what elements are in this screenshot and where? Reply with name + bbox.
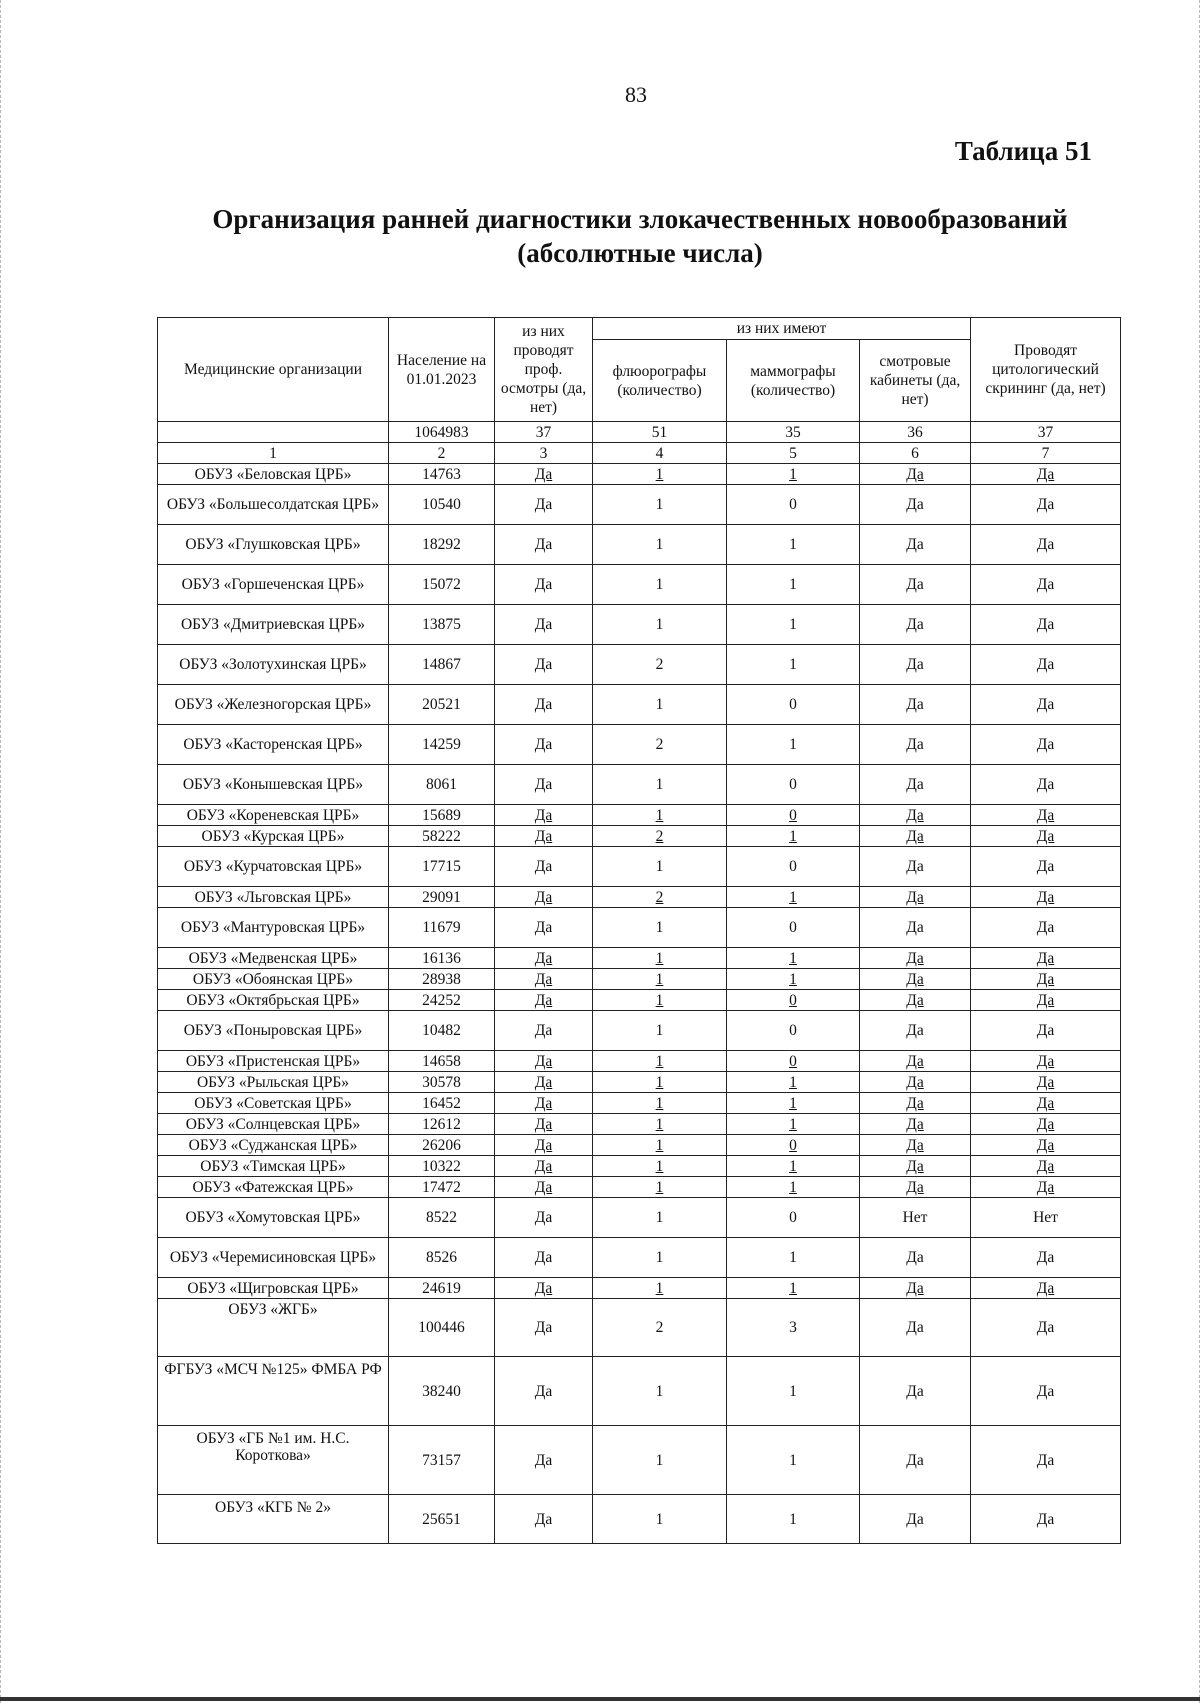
diagnostics-table [157, 317, 1121, 1544]
cytology-cell: Да [971, 765, 1121, 805]
population-cell: 25651 [389, 1495, 495, 1544]
mammograph-count-cell: 0 [727, 485, 860, 525]
mammograph-count-cell: 0 [727, 765, 860, 805]
population-cell: 8522 [389, 1198, 495, 1238]
exam-room-cell: Нет [860, 1198, 971, 1238]
mammograph-count-cell: 1 [727, 525, 860, 565]
mammograph-count-cell: 1 [727, 1357, 860, 1426]
mammograph-count-cell: 1 [727, 725, 860, 765]
org-cell: ОБУЗ «ГБ №1 им. Н.С. Короткова» [158, 1426, 389, 1495]
cytology-cell: Да [971, 464, 1121, 485]
table-row [158, 1177, 1121, 1198]
cytology-cell: Да [971, 1357, 1121, 1426]
population-cell: 17472 [389, 1177, 495, 1198]
column-number: 2 [389, 443, 495, 464]
org-cell: ОБУЗ «Черемисиновская ЦРБ» [158, 1238, 389, 1278]
fluorograph-count-cell: 2 [593, 887, 727, 908]
cytology-cell: Да [971, 1278, 1121, 1299]
scan-margin-right [1196, 0, 1200, 1703]
org-cell: ОБУЗ «Дмитриевская ЦРБ» [158, 605, 389, 645]
prof-exam-cell: Да [495, 1093, 593, 1114]
fluorograph-count-cell: 2 [593, 645, 727, 685]
mammograph-count-cell: 0 [727, 1011, 860, 1051]
mammograph-count-cell: 1 [727, 887, 860, 908]
table-row [158, 765, 1121, 805]
cytology-cell: Да [971, 565, 1121, 605]
cytology-cell: Да [971, 887, 1121, 908]
mammograph-count-cell: 1 [727, 1093, 860, 1114]
total-cell: 37 [971, 422, 1121, 443]
population-cell: 26206 [389, 1135, 495, 1156]
fluorograph-count-cell: 1 [593, 1156, 727, 1177]
prof-exam-cell: Да [495, 847, 593, 887]
org-cell: ОБУЗ «Рыльская ЦРБ» [158, 1072, 389, 1093]
org-cell: ОБУЗ «Мантуровская ЦРБ» [158, 908, 389, 948]
mammograph-count-cell: 1 [727, 565, 860, 605]
fluorograph-count-cell: 1 [593, 1357, 727, 1426]
fluorograph-count-cell: 1 [593, 948, 727, 969]
mammograph-count-cell: 1 [727, 605, 860, 645]
population-cell: 10322 [389, 1156, 495, 1177]
fluorograph-count-cell: 1 [593, 525, 727, 565]
table-row [158, 1426, 1121, 1495]
population-cell: 17715 [389, 847, 495, 887]
table-row [158, 1299, 1121, 1357]
org-cell: ОБУЗ «Золотухинская ЦРБ» [158, 645, 389, 685]
table-row [158, 645, 1121, 685]
prof-exam-cell: Да [495, 605, 593, 645]
fluorograph-count-cell: 1 [593, 1114, 727, 1135]
prof-exam-cell: Да [495, 565, 593, 605]
exam-room-cell: Да [860, 1357, 971, 1426]
exam-room-cell: Да [860, 1299, 971, 1357]
table-row [158, 565, 1121, 605]
population-cell: 14867 [389, 645, 495, 685]
org-cell: ОБУЗ «Льговская ЦРБ» [158, 887, 389, 908]
prof-exam-cell: Да [495, 1156, 593, 1177]
table-label: Таблица 51 [954, 136, 1092, 166]
cytology-cell: Да [971, 847, 1121, 887]
mammograph-count-cell: 0 [727, 1051, 860, 1072]
exam-room-cell: Да [860, 826, 971, 847]
cytology-cell: Да [971, 1426, 1121, 1495]
org-cell: ОБУЗ «Хомутовская ЦРБ» [158, 1198, 389, 1238]
org-cell: ОБУЗ «Касторенская ЦРБ» [158, 725, 389, 765]
population-cell: 11679 [389, 908, 495, 948]
mammograph-count-cell: 1 [727, 1426, 860, 1495]
total-cell [158, 422, 389, 443]
cytology-cell: Да [971, 645, 1121, 685]
prof-exam-cell: Да [495, 887, 593, 908]
population-cell: 15689 [389, 805, 495, 826]
header-group-equipment: из них имеют [593, 318, 971, 340]
mammograph-count-cell: 0 [727, 1198, 860, 1238]
fluorograph-count-cell: 1 [593, 605, 727, 645]
org-cell: ОБУЗ «Курская ЦРБ» [158, 826, 389, 847]
population-cell: 30578 [389, 1072, 495, 1093]
fluorograph-count-cell: 1 [593, 990, 727, 1011]
exam-room-cell: Да [860, 1278, 971, 1299]
totals-row [158, 422, 1121, 443]
exam-room-cell: Да [860, 1238, 971, 1278]
document-title [150, 202, 1130, 270]
prof-exam-cell: Да [495, 1051, 593, 1072]
table-row [158, 908, 1121, 948]
org-cell: ОБУЗ «Обоянская ЦРБ» [158, 969, 389, 990]
table-row [158, 1357, 1121, 1426]
cytology-cell: Да [971, 969, 1121, 990]
table-row [158, 1114, 1121, 1135]
fluorograph-count-cell: 1 [593, 1135, 727, 1156]
population-cell: 100446 [389, 1299, 495, 1357]
table-row [158, 969, 1121, 990]
org-cell: ОБУЗ «Советская ЦРБ» [158, 1093, 389, 1114]
population-cell: 28938 [389, 969, 495, 990]
prof-exam-cell: Да [495, 969, 593, 990]
prof-exam-cell: Да [495, 1278, 593, 1299]
mammograph-count-cell: 0 [727, 847, 860, 887]
org-cell: ОБУЗ «Беловская ЦРБ» [158, 464, 389, 485]
prof-exam-cell: Да [495, 765, 593, 805]
mammograph-count-cell: 1 [727, 1156, 860, 1177]
column-number: 6 [860, 443, 971, 464]
prof-exam-cell: Да [495, 645, 593, 685]
exam-room-cell: Да [860, 948, 971, 969]
exam-room-cell: Да [860, 565, 971, 605]
prof-exam-cell: Да [495, 1135, 593, 1156]
mammograph-count-cell: 3 [727, 1299, 860, 1357]
population-cell: 8061 [389, 765, 495, 805]
org-cell: ОБУЗ «Щигровская ЦРБ» [158, 1278, 389, 1299]
org-cell: ОБУЗ «Курчатовская ЦРБ» [158, 847, 389, 887]
org-cell: ОБУЗ «Горшеченская ЦРБ» [158, 565, 389, 605]
header-population: Население на 01.01.2023 [389, 318, 495, 422]
org-cell: ОБУЗ «Конышевская ЦРБ» [158, 765, 389, 805]
total-cell: 51 [593, 422, 727, 443]
mammograph-count-cell: 1 [727, 645, 860, 685]
table-row [158, 948, 1121, 969]
cytology-cell: Да [971, 805, 1121, 826]
header-row-1 [158, 318, 1121, 340]
prof-exam-cell: Да [495, 685, 593, 725]
cytology-cell: Да [971, 485, 1121, 525]
org-cell: ОБУЗ «Поныровская ЦРБ» [158, 1011, 389, 1051]
table-row [158, 847, 1121, 887]
org-cell: ОБУЗ «ЖГБ» [158, 1299, 389, 1357]
fluorograph-count-cell: 1 [593, 1177, 727, 1198]
org-cell: ОБУЗ «Железногорская ЦРБ» [158, 685, 389, 725]
prof-exam-cell: Да [495, 1114, 593, 1135]
population-cell: 8526 [389, 1238, 495, 1278]
total-cell: 37 [495, 422, 593, 443]
cytology-cell: Да [971, 826, 1121, 847]
table-row [158, 485, 1121, 525]
mammograph-count-cell: 1 [727, 1495, 860, 1544]
prof-exam-cell: Да [495, 1072, 593, 1093]
exam-room-cell: Да [860, 805, 971, 826]
column-numbers-row [158, 443, 1121, 464]
fluorograph-count-cell: 1 [593, 765, 727, 805]
table-row [158, 1156, 1121, 1177]
exam-room-cell: Да [860, 1114, 971, 1135]
cytology-cell: Да [971, 725, 1121, 765]
prof-exam-cell: Да [495, 1426, 593, 1495]
mammograph-count-cell: 1 [727, 1072, 860, 1093]
org-cell: ОБУЗ «Кореневская ЦРБ» [158, 805, 389, 826]
fluorograph-count-cell: 1 [593, 908, 727, 948]
scan-bottom-edge [0, 1697, 1200, 1701]
prof-exam-cell: Да [495, 805, 593, 826]
total-cell: 35 [727, 422, 860, 443]
population-cell: 16452 [389, 1093, 495, 1114]
prof-exam-cell: Да [495, 826, 593, 847]
prof-exam-cell: Да [495, 1495, 593, 1544]
org-cell: ФГБУЗ «МСЧ №125» ФМБА РФ [158, 1357, 389, 1426]
mammograph-count-cell: 1 [727, 969, 860, 990]
fluorograph-count-cell: 1 [593, 1495, 727, 1544]
exam-room-cell: Да [860, 1093, 971, 1114]
prof-exam-cell: Да [495, 1011, 593, 1051]
table-row [158, 805, 1121, 826]
fluorograph-count-cell: 1 [593, 969, 727, 990]
cytology-cell: Да [971, 1072, 1121, 1093]
population-cell: 13875 [389, 605, 495, 645]
population-cell: 29091 [389, 887, 495, 908]
column-number: 5 [727, 443, 860, 464]
cytology-cell: Да [971, 1135, 1121, 1156]
mammograph-count-cell: 1 [727, 1278, 860, 1299]
table-row [158, 605, 1121, 645]
cytology-cell: Да [971, 525, 1121, 565]
org-cell: ОБУЗ «Большесолдатская ЦРБ» [158, 485, 389, 525]
cytology-cell: Да [971, 1156, 1121, 1177]
fluorograph-count-cell: 1 [593, 1426, 727, 1495]
population-cell: 73157 [389, 1426, 495, 1495]
table-row [158, 685, 1121, 725]
column-number: 1 [158, 443, 389, 464]
cytology-cell: Да [971, 1011, 1121, 1051]
exam-room-cell: Да [860, 725, 971, 765]
prof-exam-cell: Да [495, 725, 593, 765]
fluorograph-count-cell: 2 [593, 826, 727, 847]
exam-room-cell: Да [860, 485, 971, 525]
mammograph-count-cell: 1 [727, 826, 860, 847]
cytology-cell: Да [971, 948, 1121, 969]
prof-exam-cell: Да [495, 990, 593, 1011]
exam-room-cell: Да [860, 645, 971, 685]
table-row [158, 1051, 1121, 1072]
title-line-2: (абсолютные числа) [517, 238, 763, 268]
table-row [158, 464, 1121, 485]
table-row [158, 725, 1121, 765]
exam-room-cell: Да [860, 990, 971, 1011]
cytology-cell: Да [971, 685, 1121, 725]
column-number: 3 [495, 443, 593, 464]
prof-exam-cell: Да [495, 525, 593, 565]
org-cell: ОБУЗ «Суджанская ЦРБ» [158, 1135, 389, 1156]
fluorograph-count-cell: 1 [593, 464, 727, 485]
exam-room-cell: Да [860, 605, 971, 645]
table-row [158, 1135, 1121, 1156]
mammograph-count-cell: 1 [727, 1114, 860, 1135]
header-org: Медицинские организации [158, 318, 389, 422]
prof-exam-cell: Да [495, 464, 593, 485]
fluorograph-count-cell: 1 [593, 565, 727, 605]
mammograph-count-cell: 0 [727, 805, 860, 826]
prof-exam-cell: Да [495, 1198, 593, 1238]
cytology-cell: Да [971, 1299, 1121, 1357]
population-cell: 24619 [389, 1278, 495, 1299]
prof-exam-cell: Да [495, 948, 593, 969]
table-row [158, 990, 1121, 1011]
fluorograph-count-cell: 1 [593, 1278, 727, 1299]
population-cell: 16136 [389, 948, 495, 969]
population-cell: 10540 [389, 485, 495, 525]
org-cell: ОБУЗ «Фатежская ЦРБ» [158, 1177, 389, 1198]
fluorograph-count-cell: 2 [593, 1299, 727, 1357]
table-row [158, 525, 1121, 565]
population-cell: 38240 [389, 1357, 495, 1426]
column-number: 7 [971, 443, 1121, 464]
fluorograph-count-cell: 1 [593, 485, 727, 525]
cytology-cell: Да [971, 1093, 1121, 1114]
prof-exam-cell: Да [495, 1357, 593, 1426]
fluorograph-count-cell: 1 [593, 1011, 727, 1051]
population-cell: 15072 [389, 565, 495, 605]
org-cell: ОБУЗ «Медвенская ЦРБ» [158, 948, 389, 969]
exam-room-cell: Да [860, 685, 971, 725]
exam-room-cell: Да [860, 969, 971, 990]
exam-room-cell: Да [860, 847, 971, 887]
cytology-cell: Да [971, 605, 1121, 645]
exam-room-cell: Да [860, 1177, 971, 1198]
fluorograph-count-cell: 1 [593, 847, 727, 887]
table-row [158, 826, 1121, 847]
mammograph-count-cell: 1 [727, 948, 860, 969]
header-fluorographs: флюорографы (количество) [593, 340, 727, 422]
prof-exam-cell: Да [495, 908, 593, 948]
org-cell: ОБУЗ «Глушковская ЦРБ» [158, 525, 389, 565]
population-cell: 24252 [389, 990, 495, 1011]
column-number: 4 [593, 443, 727, 464]
cytology-cell: Нет [971, 1198, 1121, 1238]
org-cell: ОБУЗ «Солнцевская ЦРБ» [158, 1114, 389, 1135]
prof-exam-cell: Да [495, 1238, 593, 1278]
fluorograph-count-cell: 1 [593, 1072, 727, 1093]
population-cell: 14763 [389, 464, 495, 485]
cytology-cell: Да [971, 1177, 1121, 1198]
title-line-1: Организация ранней диагностики злокачественных новообразований [212, 204, 1068, 234]
table-row [158, 1495, 1121, 1544]
exam-room-cell: Да [860, 1011, 971, 1051]
population-cell: 14259 [389, 725, 495, 765]
table-row [158, 1093, 1121, 1114]
cytology-cell: Да [971, 1114, 1121, 1135]
table-row [158, 887, 1121, 908]
exam-room-cell: Да [860, 765, 971, 805]
table-row [158, 1278, 1121, 1299]
fluorograph-count-cell: 1 [593, 1238, 727, 1278]
fluorograph-count-cell: 1 [593, 1051, 727, 1072]
exam-room-cell: Да [860, 1495, 971, 1544]
header-cytology: Проводят цитологический скрининг (да, нет) [971, 318, 1121, 422]
exam-room-cell: Да [860, 908, 971, 948]
cytology-cell: Да [971, 1495, 1121, 1544]
exam-room-cell: Да [860, 464, 971, 485]
mammograph-count-cell: 1 [727, 464, 860, 485]
population-cell: 12612 [389, 1114, 495, 1135]
fluorograph-count-cell: 2 [593, 725, 727, 765]
fluorograph-count-cell: 1 [593, 1093, 727, 1114]
prof-exam-cell: Да [495, 485, 593, 525]
exam-room-cell: Да [860, 1072, 971, 1093]
total-cell: 1064983 [389, 422, 495, 443]
table-row [158, 1011, 1121, 1051]
mammograph-count-cell: 0 [727, 908, 860, 948]
org-cell: ОБУЗ «Тимская ЦРБ» [158, 1156, 389, 1177]
population-cell: 10482 [389, 1011, 495, 1051]
exam-room-cell: Да [860, 525, 971, 565]
exam-room-cell: Да [860, 1135, 971, 1156]
page-number: 83 [625, 82, 647, 107]
mammograph-count-cell: 0 [727, 990, 860, 1011]
org-cell: ОБУЗ «Пристенская ЦРБ» [158, 1051, 389, 1072]
population-cell: 58222 [389, 826, 495, 847]
exam-room-cell: Да [860, 887, 971, 908]
org-cell: ОБУЗ «Октябрьская ЦРБ» [158, 990, 389, 1011]
fluorograph-count-cell: 1 [593, 1198, 727, 1238]
mammograph-count-cell: 0 [727, 685, 860, 725]
cytology-cell: Да [971, 1051, 1121, 1072]
header-exam-rooms: смотровые кабинеты (да, нет) [860, 340, 971, 422]
prof-exam-cell: Да [495, 1299, 593, 1357]
table-row [158, 1072, 1121, 1093]
exam-room-cell: Да [860, 1426, 971, 1495]
exam-room-cell: Да [860, 1156, 971, 1177]
cytology-cell: Да [971, 990, 1121, 1011]
mammograph-count-cell: 0 [727, 1135, 860, 1156]
total-cell: 36 [860, 422, 971, 443]
table-row [158, 1198, 1121, 1238]
mammograph-count-cell: 1 [727, 1238, 860, 1278]
header-mammographs: маммографы (количество) [727, 340, 860, 422]
mammograph-count-cell: 1 [727, 1177, 860, 1198]
population-cell: 20521 [389, 685, 495, 725]
fluorograph-count-cell: 1 [593, 805, 727, 826]
header-prof-exams: из них проводят проф. осмотры (да, нет) [495, 318, 593, 422]
prof-exam-cell: Да [495, 1177, 593, 1198]
org-cell: ОБУЗ «КГБ № 2» [158, 1495, 389, 1544]
cytology-cell: Да [971, 1238, 1121, 1278]
population-cell: 18292 [389, 525, 495, 565]
scan-margin-left [0, 0, 3, 1703]
population-cell: 14658 [389, 1051, 495, 1072]
cytology-cell: Да [971, 908, 1121, 948]
table-row [158, 1238, 1121, 1278]
fluorograph-count-cell: 1 [593, 685, 727, 725]
exam-room-cell: Да [860, 1051, 971, 1072]
